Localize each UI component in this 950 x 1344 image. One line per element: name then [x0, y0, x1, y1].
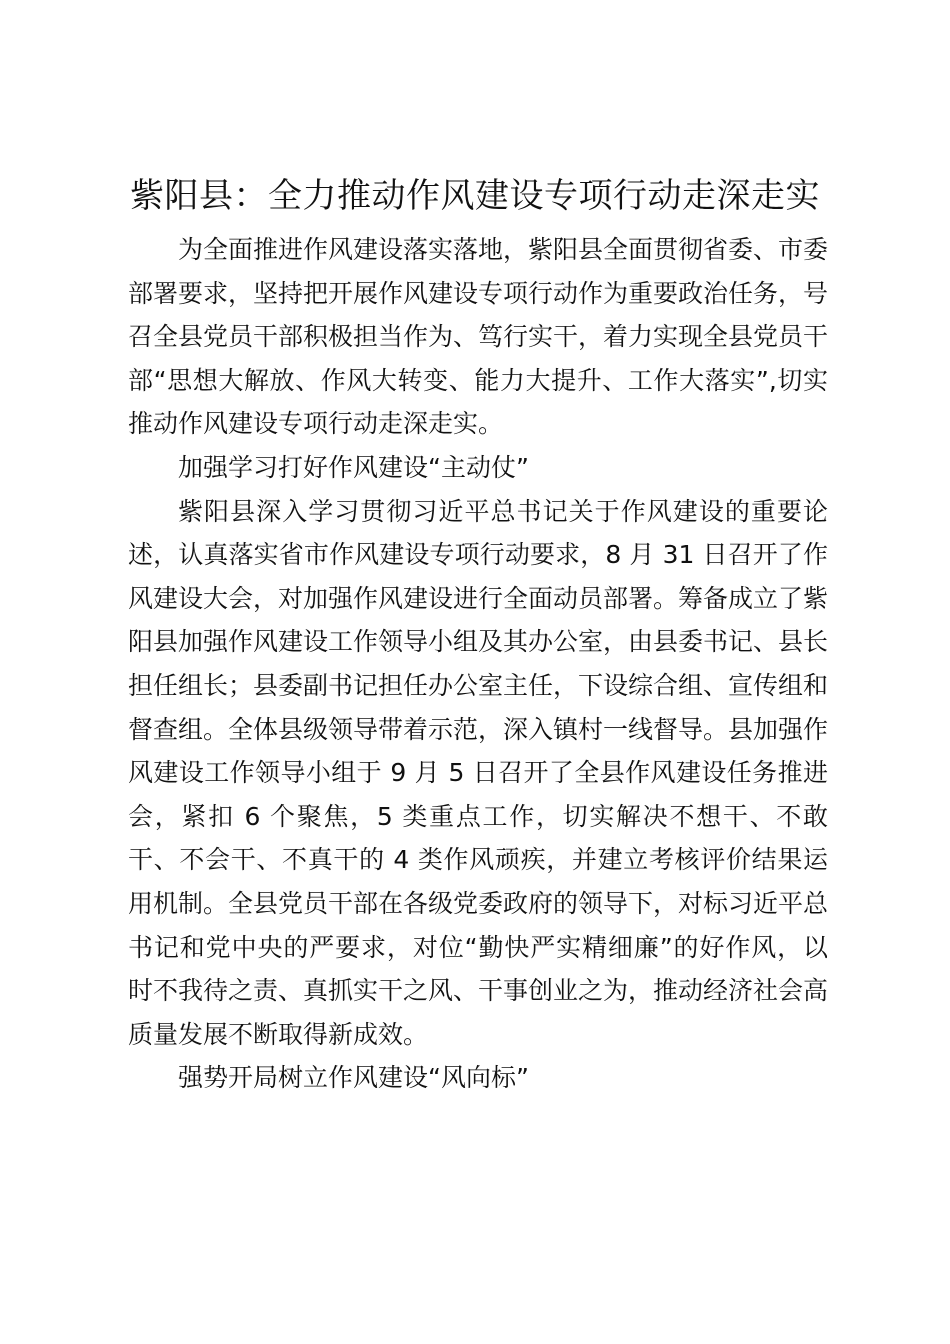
intro-paragraph: 为全面推进作风建设落实落地，紫阳县全面贯彻省委、市委部署要求，坚持把开展作风建设专项行动作为重要政治任务，号召全县党员干部积极担当作为、笃行实干，着力实现全县党员干部“思想大解放、作风大转变、能力大提升、工作大落实”,切实推动作风建设专项行动走深走实。 [128, 235, 829, 439]
section-heading-study: 加强学习打好作风建设“主动仗” [178, 452, 529, 482]
document-body [128, 228, 828, 1100]
document-title: 紫阳县：全力推动作风建设专项行动走深走实 [130, 176, 820, 216]
study-paragraph: 紫阳县深入学习贯彻习近平总书记关于作风建设的重要论述，认真落实省市作风建设专项行动要求，8 月 31 日召开了作风建设大会，对加强作风建设进行全面动员部署。筹备成立了紫阳县加强作风建设工作领导小组及其办公室，由县委书记、县长担任组长；县委副书记担任办公室主任，下设综合组、宣传组和督查组。全体县级领导带着示范，深入镇村一线督导。县加强作风建设工作领导小组于 9 月 5 日召开了全县作风建设任务推进会，紧扣 6 个聚焦，5 类重点工作，切实解决不想干、不敢干、不会干、不真干的 4 类作风顽疾，并建立考核评价结果运用机制。全县党员干部在各级党委政府的领导下，对标习近平总书记和党中央的严要求，对位“勤快严实精细廉”的好作风，以时不我待之责、真抓实干之风、干事创业之为，推动经济社会高质量发展不断取得新成效。 [128, 496, 829, 1049]
section-heading-start: 强势开局树立作风建设“风向标” [178, 1063, 529, 1093]
